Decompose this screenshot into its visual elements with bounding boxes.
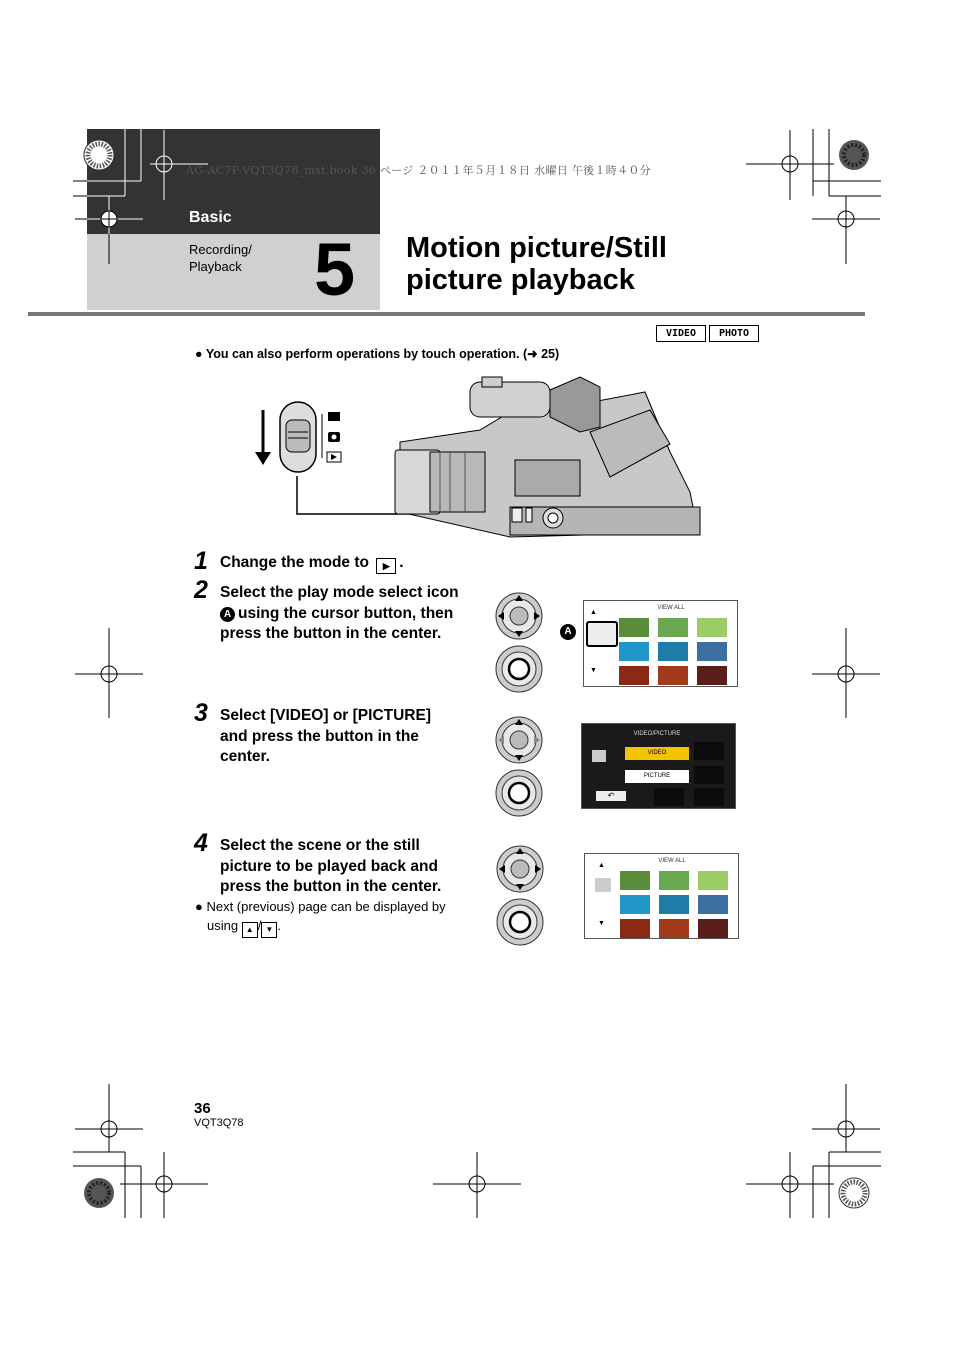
view-all-label: VIEW ALL <box>658 858 686 864</box>
thumbnail[interactable] <box>698 919 728 938</box>
step-1-number: 1 <box>194 547 208 575</box>
step-4-line3: press the button in the center. <box>220 878 442 895</box>
thumbnail[interactable] <box>658 642 688 661</box>
cursor-button-center-icon <box>495 645 543 693</box>
thumbnail[interactable] <box>697 642 727 661</box>
step-4-note-end: . <box>277 918 281 933</box>
thumbnail-dimmed <box>694 788 724 806</box>
scroll-up-icon[interactable]: ▲ <box>598 862 605 869</box>
video-picture-label: VIDEO/PICTURE <box>633 731 681 737</box>
step-2-line2 <box>220 604 490 625</box>
page-code: VQT3Q78 <box>194 1117 244 1129</box>
step-4-note-sep: / <box>257 918 262 933</box>
video-mode-icon <box>328 412 340 421</box>
camcorder-illustration <box>250 372 705 542</box>
thumbnail[interactable] <box>620 871 650 890</box>
touch-note-text: You can also perform operations by touch operation. (➜ 25) <box>205 347 560 361</box>
thumbnail[interactable] <box>620 895 650 914</box>
step-4-line2: picture to be played back and <box>220 857 438 875</box>
step-4-note-text: Next (previous) page can be displayed by <box>206 899 446 914</box>
marker-a-icon: A <box>220 607 235 622</box>
thumbnail[interactable] <box>659 895 689 914</box>
step-2-line1: Select the play mode select icon <box>220 584 459 601</box>
scroll-down-icon[interactable]: ▼ <box>598 920 605 927</box>
view-all-label: VIEW ALL <box>657 605 685 611</box>
video-badge: VIDEO <box>656 325 706 342</box>
photo-badge: PHOTO <box>709 325 759 342</box>
step-2-line2-text: using the cursor button, then <box>238 604 454 622</box>
video-option-label: VIDEO <box>647 750 667 756</box>
page-up-icon: ▲ <box>242 922 258 938</box>
step-4-note: ● Next (previous) page can be displayed by using ▲ / ▼ . <box>195 897 475 938</box>
thumbnail-dimmed <box>654 788 684 806</box>
step-1-suffix: . <box>399 554 404 571</box>
section-subtitle-line2: Playback <box>189 259 242 274</box>
view-all-screen-2 <box>584 853 739 939</box>
page-number: 36 <box>194 1100 211 1117</box>
thumbnail-dimmed <box>694 742 724 760</box>
thumbnail[interactable] <box>619 642 649 661</box>
thumbnail[interactable] <box>659 871 689 890</box>
view-all-screen-1 <box>583 600 738 687</box>
video-option[interactable] <box>625 747 689 760</box>
play-mode-select-icon[interactable] <box>586 621 618 647</box>
cursor-button-directional-icon <box>495 592 543 640</box>
title-rule <box>28 312 865 316</box>
page-title <box>406 232 726 296</box>
step-4-note-using: using <box>207 918 239 933</box>
play-mode-select-icon[interactable] <box>595 878 611 892</box>
step-4-line1: Select the scene or the still <box>220 837 420 854</box>
scroll-up-icon[interactable]: ▲ <box>590 609 597 616</box>
picture-option[interactable] <box>625 770 689 783</box>
step-3-number: 3 <box>194 699 208 727</box>
callout-a: A <box>560 624 576 640</box>
section-number: 5 <box>314 228 356 311</box>
page-title-line2: picture playback <box>406 264 635 296</box>
page-down-icon: ▼ <box>261 922 277 938</box>
section-subtitle <box>189 241 309 275</box>
step-3-text <box>220 706 490 768</box>
touch-note: ● You can also perform operations by touch operation. (➜ 25) <box>195 347 560 361</box>
thumbnail[interactable] <box>659 919 689 938</box>
step-1-label: Change the mode to <box>220 554 369 571</box>
step-2-text <box>220 583 490 645</box>
thumbnail[interactable] <box>619 666 649 685</box>
step-1-text <box>220 553 404 574</box>
cursor-button-center-icon <box>495 769 543 817</box>
section-subtitle-line1: Recording/ <box>189 242 252 257</box>
picture-option-label: PICTURE <box>643 773 671 779</box>
playback-icon: ▶ <box>376 558 396 574</box>
scroll-down-icon[interactable]: ▼ <box>590 667 597 674</box>
thumbnail[interactable] <box>697 618 727 637</box>
step-4-text <box>220 836 490 898</box>
section-name: Basic <box>189 209 232 226</box>
step-4-number: 4 <box>194 829 208 857</box>
thumbnail[interactable] <box>658 618 688 637</box>
thumbnail[interactable] <box>658 666 688 685</box>
step-3-line3: center. <box>220 748 270 765</box>
thumbnail[interactable] <box>697 666 727 685</box>
thumbnail[interactable] <box>698 895 728 914</box>
step-3-line2: and press the button in the <box>220 727 419 745</box>
thumbnail[interactable] <box>619 618 649 637</box>
cursor-button-directional-icon <box>495 716 543 764</box>
step-3-line1: Select [VIDEO] or [PICTURE] <box>220 707 431 724</box>
thumbnail[interactable] <box>620 919 650 938</box>
cursor-button-center-icon <box>496 898 544 946</box>
step-2-number: 2 <box>194 576 208 604</box>
thumbnail-dimmed <box>694 766 724 784</box>
section-header <box>87 129 380 234</box>
cursor-button-directional-icon <box>496 845 544 893</box>
print-header: AG-AC7P-VQT3Q78_mst.book 36 ページ ２０１１年５月１８日 水曜日 午後１時４０分 <box>186 164 651 177</box>
return-icon[interactable]: ↶ <box>596 791 626 801</box>
step-2-line3: press the button in the center. <box>220 625 442 642</box>
page-title-line1: Motion picture/Still <box>406 232 667 264</box>
thumbnail[interactable] <box>698 871 728 890</box>
play-mode-icon <box>592 750 606 762</box>
video-picture-screen <box>581 723 736 809</box>
